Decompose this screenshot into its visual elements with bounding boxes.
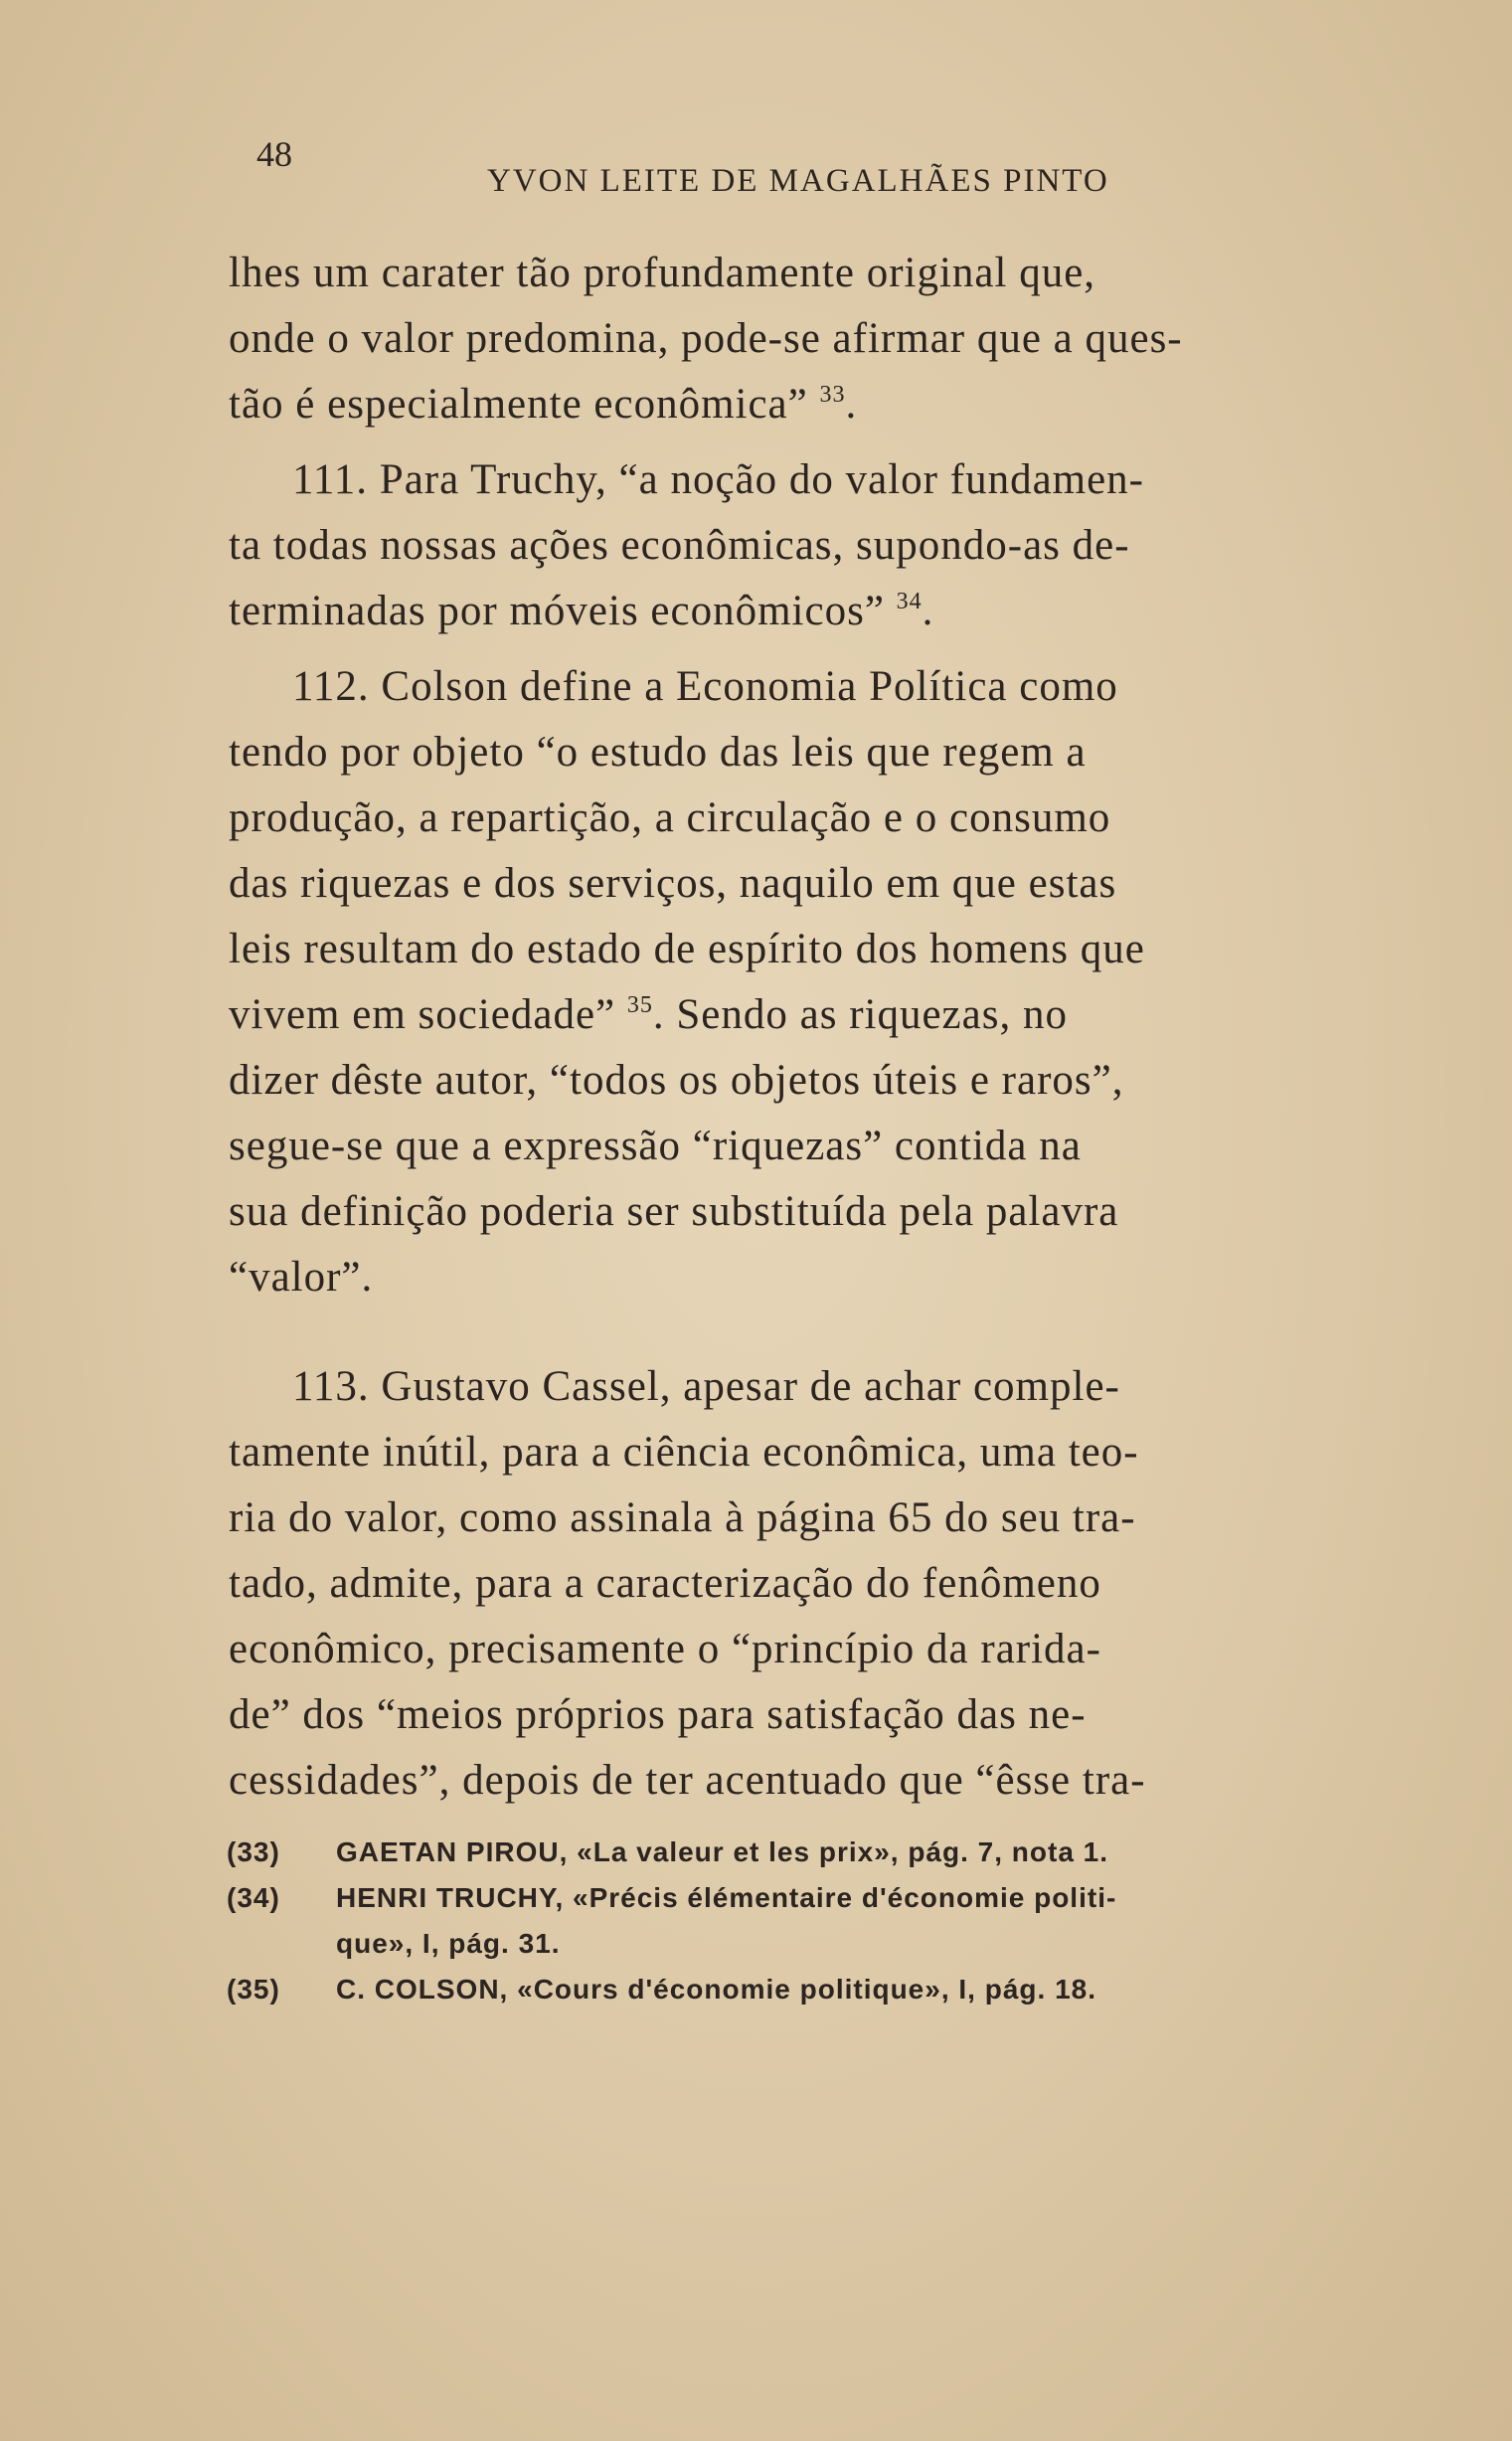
footnotes — [227, 1830, 1400, 2012]
text-line: tado, admite, para a caracterização do fenômeno — [229, 1560, 1101, 1607]
paragraph-110-end — [229, 241, 1412, 437]
text-line: 111. Para Truchy, “a noção do valor fundamen- — [292, 456, 1145, 503]
text-line: tão é especialmente econômica” $^{33}$. — [229, 381, 858, 428]
text-line: 113. Gustavo Cassel, apesar de achar comple- — [292, 1363, 1120, 1410]
footnote-number: (34) — [227, 1882, 280, 1913]
text-line: dizer dêste autor, “todos os objetos úteis e raros”, — [229, 1057, 1124, 1104]
text-line: de” dos “meios próprios para satisfação das ne- — [229, 1691, 1087, 1738]
text-line: tendo por objeto “o estudo das leis que regem a — [229, 729, 1087, 776]
text-line: leis resultam do estado de espírito dos homens que — [229, 926, 1145, 972]
text-line: onde o valor predomina, pode-se afirmar que a ques- — [229, 315, 1183, 362]
footnote-ref-33: 33 — [819, 382, 846, 408]
text-line: tamente inútil, para a ciência econômica, uma teo- — [229, 1429, 1139, 1476]
footnote-35 — [227, 1967, 1400, 2012]
footnote-text: GAETAN PIROU, «La valeur et les prix», pág. 7, nota 1. — [336, 1836, 1109, 1867]
footnote-text: C. COLSON, «Cours d'économie politique», I, pág. 18. — [336, 1974, 1096, 2005]
text-line: lhes um carater tão profundamente original que, — [229, 250, 1096, 296]
text-line: sua definição poderia ser substituída pela palavra — [229, 1188, 1119, 1235]
running-head: YVON LEITE DE MAGALHÃES PINTO — [487, 163, 1109, 199]
text-line: cessidades”, depois de ter acentuado que “êsse tra- — [229, 1757, 1146, 1804]
footnote-34 — [227, 1875, 1400, 1967]
text-line: ta todas nossas ações econômicas, supondo-as de- — [229, 522, 1130, 569]
page-number: 48 — [256, 134, 292, 174]
paragraph-113 — [229, 1354, 1412, 1814]
text-line: “valor”. — [229, 1254, 374, 1301]
paragraph-111 — [229, 447, 1412, 644]
text-line: 112. Colson define a Economia Política como — [292, 663, 1118, 710]
text-line: vivem em sociedade” $^{35}$. Sendo as riquezas, no — [229, 991, 1068, 1038]
text-line: segue-se que a expressão “riquezas” contida na — [229, 1123, 1082, 1169]
footnote-ref-34: 34 — [896, 589, 923, 614]
footnote-number: (33) — [227, 1836, 280, 1867]
footnote-33 — [227, 1830, 1400, 1875]
footnote-text-continued: que», I, pág. 31. — [336, 1928, 561, 1959]
text-line: econômico, precisamente o “princípio da rarida- — [229, 1626, 1101, 1672]
footnote-text: HENRI TRUCHY, «Précis élémentaire d'économie politi- — [336, 1882, 1117, 1913]
body-text — [229, 241, 1412, 1814]
footnote-number: (35) — [227, 1974, 280, 2005]
footnote-ref-35: 35 — [626, 992, 653, 1018]
text-line: produção, a repartição, a circulação e o consumo — [229, 794, 1111, 841]
text-line: ria do valor, como assinala à página 65 do seu tra- — [229, 1494, 1136, 1541]
text-line: terminadas por móveis econômicos” $^{34}$. — [229, 588, 934, 634]
paragraph-112 — [229, 654, 1412, 1310]
text-line: das riquezas e dos serviços, naquilo em que estas — [229, 860, 1117, 907]
